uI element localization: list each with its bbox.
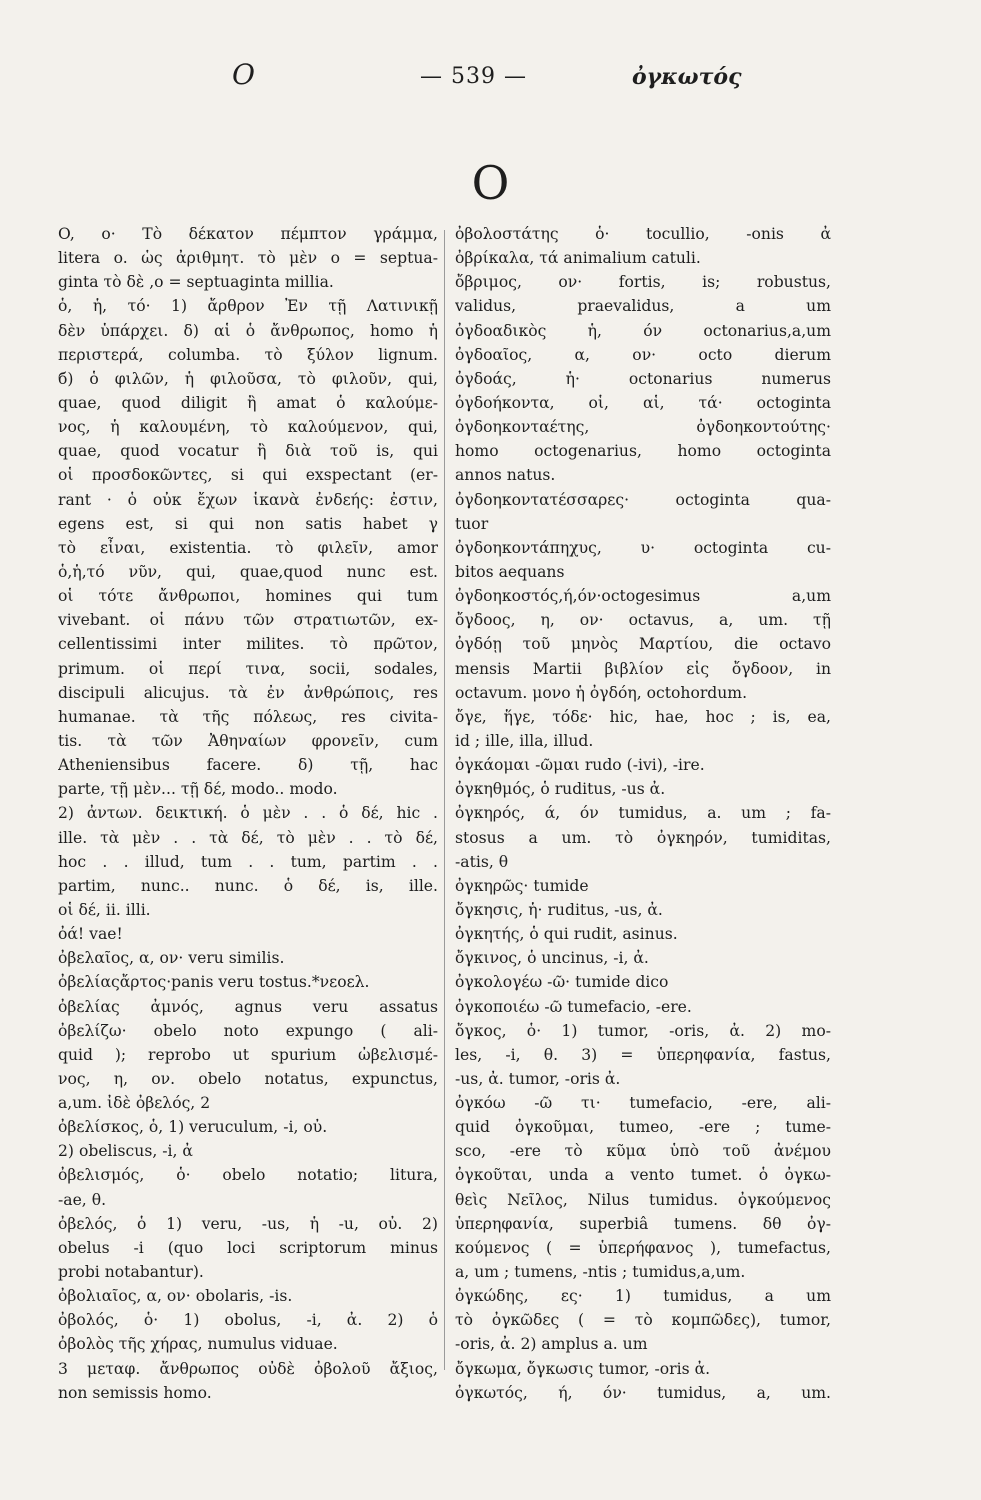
entry-line: ὀβελίσκος, ὁ, 1) veruculum, -i, οὐ. [58,1118,328,1137]
entry-line: ὀγκόω -ῶ τι· tumefacio, -ere, ali- [455,1094,831,1113]
entry-line: ὁ,ἡ,τό νῦν, qui, quae,quod nunc est. [58,562,438,581]
entry-line: ὀβολὸς τῆς χήρας, numulus viduae. [58,1335,338,1354]
entry-line: validus, praevalidus, a um [455,297,831,316]
entry-line: sco, -ere τὸ κῦμα ὑπὸ τοῦ ἀνέμου [455,1142,831,1161]
entry-line: id ; ille, illa, illud. [455,731,594,750]
entry-line: ὀγδοήκοντα, οἱ, αἱ, τά· octoginta [455,393,831,412]
entry-line: obelus -i (quo loci scriptorum minus [58,1238,438,1257]
entry-line: 2) obeliscus, -i, ἀ [58,1142,193,1161]
entry-line: κούμενος ( = ὑπερήφανος ), tumefactus, [455,1238,831,1257]
entry-line: Atheniensibus facere. δ) τῇ, hac [58,756,438,775]
entry-line: ὀγκηρῶς· tumide [455,876,589,895]
entry-line: litera o. ὡς ἀριθμητ. τὸ μὲν ο = septua- [58,249,438,268]
entry-line: ὀγκάομαι -ῶμαι rudo (-ivi), -ire. [455,756,705,775]
entry-line: ὄγκος, ὁ· 1) tumor, -oris, ἀ. 2) mo- [455,1021,831,1040]
entry-line: δὲν ὑπάρχει. δ) αἱ ὁ ἄνθρωπος, homo ἡ [58,321,438,340]
entry-line: quid ὀγκοῦμαι, tumeo, -ere ; tume- [455,1118,831,1137]
entry-line: ὀγδοηκοντατέσσαρες· octoginta qua- [455,490,831,509]
entry-line: οἱ δέ, ii. illi. [58,900,151,919]
entry-line: homo octogenarius, homo octoginta [455,442,831,461]
entry-line: humanae. τὰ τῆς πόλεως, res civita- [58,707,438,726]
entry-line: ὀγκώδης, ες· 1) tumidus, a um [455,1287,831,1306]
entry-line: ὑπερηφανία, superbiâ tumens. δθ ὀγ- [455,1214,831,1233]
header-section-letter: O [232,58,255,91]
entry-line: ὀγκοποιέω -ῶ tumefacio, -ere. [455,997,692,1016]
entry-line: annos natus. [455,466,556,485]
entry-line: ὀγδοηκοστός,ή,όν·octogesimus a,um [455,587,831,606]
entry-line: τὸ ὀγκῶδες ( = τὸ κομπῶδες), tumor, [455,1311,831,1330]
right-column [455,222,831,1405]
entry-line: les, -i, θ. 3) = ὑπερηφανία, fastus, [455,1045,831,1064]
entry-line: ὀγδοηκονταέτης, ὀγδοηκοντούτης· [455,418,831,437]
entry-line: νος, η, ον. obelo notatus, expunctus, [58,1069,438,1088]
entry-line: ὀγκηθμός, ὁ ruditus, -us ἀ. [455,780,666,799]
entry-line: ὀγδοαῖος, α, ον· octo dierum [455,345,831,364]
entry-line: rant · ὁ οὐκ ἔχων ἱκανὰ ἐνδεής: ἐστιν, [58,490,438,509]
entry-line: ὄβριμος, ον· fortis, is; robustus, [455,273,831,292]
entry-line: ὁ, ἡ, τό· 1) ἄρθρον Ἐν τῇ Λατινικῇ [58,297,438,316]
entry-line: ὀβελισμός, ὁ· obelo notatio; litura, [58,1166,438,1185]
entry-line: egens est, si qui non satis habet γ [58,514,438,533]
entry-line: θεὶς Νεῖλος, Nilus tumidus. ὀγκούμενος [455,1190,831,1209]
entry-line: ὀγκητής, ὁ qui rudit, asinus. [455,925,678,944]
entry-line: 3 μεταφ. ἄνθρωπος οὐδὲ ὀβολοῦ ἄξιος, [58,1359,438,1378]
entry-line: 2) ἀντων. δεικτική. ὁ μὲν . . ὁ δέ, hic . [58,804,438,823]
entry-line: stosus a um. τὸ ὀγκηρόν, tumiditas, [455,828,831,847]
entry-line: cellentissimi inter milites. τὸ πρῶτον, [58,635,438,654]
left-column [58,222,438,1405]
entry-line: quae, quod diligit ἢ amat ὁ καλούμε- [58,393,438,412]
entry-line: οἱ τότε ἄνθρωποι, homines qui tum [58,587,438,606]
entry-line: ὀγδοάς, ἡ· octonarius numerus [455,369,831,388]
entry-line: ὄγκινος, ὁ uncinus, -i, ἀ. [455,949,649,968]
entry-line: ὀβελίας ἀμνός, agnus veru assatus [58,997,438,1016]
entry-line: ὀγκωτός, ή, όν· tumidus, a, um. [455,1383,831,1402]
entry-line: discipuli alicujus. τὰ ἐν ἀνθρώποις, res [58,683,438,702]
entry-line: ὀβελίαςἄρτος·panis veru tostus.*νεοελ. [58,973,370,992]
entry-line: tuor [455,514,489,533]
entry-line: τὸ εἶναι, existentia. τὸ φιλεῖν, amor [58,538,438,557]
entry-line: tis. τὰ τῶν Ἀθηναίων φρονεῖν, cum [58,731,438,750]
entry-line: ὄγκησις, ἡ· ruditus, -us, ἀ. [455,900,663,919]
running-head-word: ὀγκωτός [632,64,742,90]
entry-line: probi notabantur). [58,1263,204,1282]
entry-line: ὀβολοστάτης ὁ· tocullio, -onis ἀ [455,225,831,243]
entry-line: O, ο· Τὸ δέκατον πέμπτον γράμμα, [58,225,438,243]
entry-line: περιστερά, columba. τὸ ξύλον lignum. [58,345,438,364]
entry-line: ὀγκοῦται, unda a vento tumet. ὁ ὀγκω- [455,1166,831,1185]
entry-line: ginta τὸ δὲ ,ο = septuaginta millia. [58,273,334,292]
entry-line: quid ); reprobo ut spurium ὠβελισμέ- [58,1045,438,1064]
entry-line: νος, ἡ καλουμένη, τὸ καλούμενον, qui, [58,418,438,437]
entry-line: quae, quod vocatur ἢ διὰ τοῦ is, qui [58,442,438,461]
entry-line: б) ὁ φιλῶν, ἡ φιλοῦσα, τὸ φιλοῦν, qui, [58,369,438,388]
entry-line: -oris, ἀ. 2) amplus a. um [455,1335,648,1354]
section-heading-letter: O [471,156,510,210]
entry-line: οἱ προσδοκῶντες, si qui exspectant (er- [58,466,438,485]
entry-line: ὀβολιαῖος, α, ον· obolaris, -is. [58,1287,293,1306]
entry-line: ὄγε, ἥγε, τόδε· hic, hae, hoc ; is, ea, [455,707,831,726]
entry-line: non semissis homo. [58,1383,212,1402]
entry-line: primum. οἱ περί τινα, socii, sodales, [58,659,438,678]
entry-line: ὀβολός, ὁ· 1) obolus, -i, ἀ. 2) ὁ [58,1311,438,1330]
entry-line: a, um ; tumens, -ntis ; tumidus,a,um. [455,1263,746,1282]
entry-line: ὄγδοος, η, ον· octavus, a, um. τῇ [455,611,831,630]
entry-line: ὀγκολογέω -ῶ· tumide dico [455,973,669,992]
entry-line: ὀά! vae! [58,925,123,944]
entry-line: mensis Martii βιβλίον εἰς ὄγδοον, in [455,659,831,678]
entry-line: ὀβελίζω· obelo noto expungo ( ali- [58,1021,438,1040]
entry-line: ὀγκηρός, ά, όν tumidus, a. um ; fa- [455,804,831,823]
entry-line: -atis, θ [455,852,509,871]
entry-line: parte, τῇ μὲν... τῇ δέ, modo.. modo. [58,780,338,799]
entry-line: ὀγδοαδικὸς ἡ, όν octonarius,a,um [455,321,831,340]
entry-line: ὀβελός, ὁ 1) veru, -us, ἡ -u, οὐ. 2) [58,1214,438,1233]
entry-line: bitos aequans [455,562,565,581]
entry-line: vivebant. οἱ πάνυ τῶν στρατιωτῶν, ex- [58,611,438,630]
entry-line: hoc . . illud, tum . . tum, partim . . [58,852,438,871]
entry-line: ille. τὰ μὲν . . τὰ δέ, τὸ μὲν . . τὸ δέ, [58,828,438,847]
entry-line: partim, nunc.. nunc. ὁ δέ, is, ille. [58,876,438,895]
entry-line: ὀβρίκαλα, τά animalium catuli. [455,249,701,268]
entry-line: -us, ἀ. tumor, -oris ἀ. [455,1069,621,1088]
column-divider [444,230,445,1370]
entry-line: ὀγδοηκοντάπηχυς, υ· octoginta cu- [455,538,831,557]
entry-line: -ae, θ. [58,1190,107,1209]
entry-line: ὀβελαῖος, α, ον· veru similis. [58,949,285,968]
entry-line: a,um. ἰδὲ ὀβελός, 2 [58,1094,211,1113]
entry-line: ὄγκωμα, ὄγκωσις tumor, -oris ἀ. [455,1359,711,1378]
entry-line: octavum. μονο ἡ ὀγδόη, octohordum. [455,683,748,702]
page-number: — 539 — [420,64,527,89]
entry-line: ὀγδόῃ τοῦ μηνὸς Μαρτίου, die octavo [455,635,831,654]
